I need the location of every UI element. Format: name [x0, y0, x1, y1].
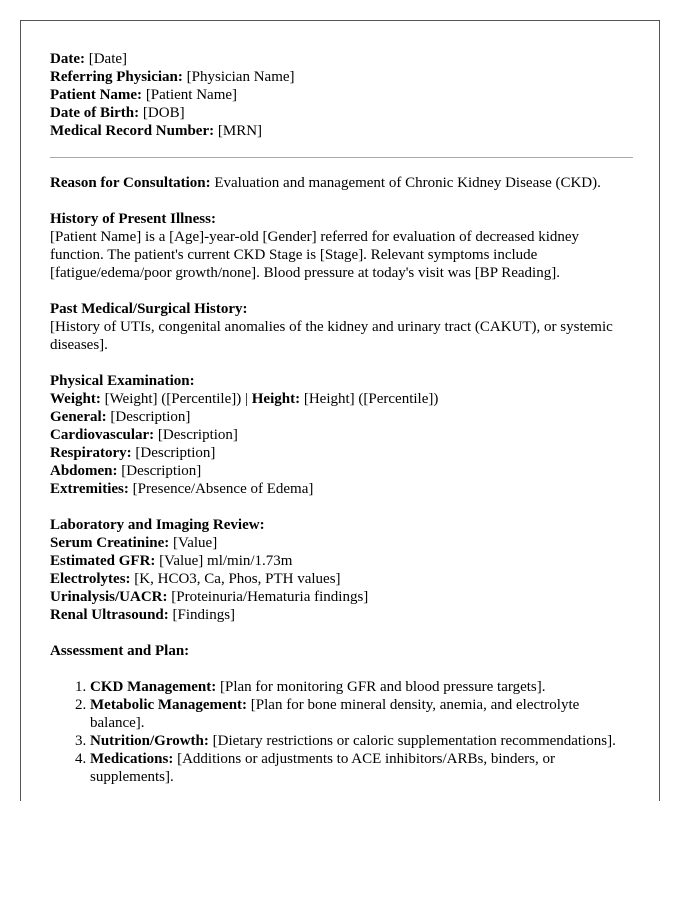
exam-section [50, 372, 633, 498]
patient-name-line [50, 86, 633, 104]
pmh-title: Past Medical/Surgical History: [50, 301, 248, 317]
extremities-line [50, 480, 633, 498]
referring-physician-line [50, 68, 633, 86]
cardiovascular-line [50, 426, 633, 444]
reason-paragraph [50, 174, 633, 192]
labs-title: Laboratory and Imaging Review: [50, 517, 265, 533]
egfr-label: Estimated GFR: [50, 553, 156, 569]
creatinine-value: [Value] [173, 535, 218, 551]
ultrasound-line [50, 606, 633, 624]
mrn-value: [MRN] [217, 123, 263, 139]
creatinine-label: Serum Creatinine: [50, 535, 170, 551]
plan-item-text: [Additions or adjustments to ACE inhibitors/ARBs, binders, or supplements]. [90, 751, 555, 785]
plan-item-label: Nutrition/Growth: [90, 733, 209, 749]
header-block [50, 50, 633, 140]
plan-item-text: [Plan for monitoring GFR and blood pressure targets]. [219, 679, 546, 695]
hpi-title: History of Present Illness: [50, 211, 216, 227]
plan-item-label: Medications: [90, 751, 174, 767]
reason-text: Evaluation and management of Chronic Kidney Disease (CKD). [214, 175, 601, 191]
extremities-label: Extremities: [50, 481, 129, 497]
ultrasound-value: [Findings] [172, 607, 236, 623]
pmh-section [50, 300, 633, 354]
height-label: Height: [251, 391, 301, 407]
height-value: [Height] ([Percentile]) [303, 391, 439, 407]
hpi-section [50, 210, 633, 282]
electrolytes-line [50, 570, 633, 588]
plan-list [50, 678, 633, 786]
cardiovascular-label: Cardiovascular: [50, 427, 155, 443]
respiratory-label: Respiratory: [50, 445, 132, 461]
patient-name-value: [Patient Name] [145, 87, 238, 103]
general-line [50, 408, 633, 426]
urinalysis-value: [Proteinuria/Hematuria findings] [171, 589, 369, 605]
hpi-text: [Patient Name] is a [Age]-year-old [Gender] referred for evaluation of decreased kidney function. The patient's current CKD Stage is [Stage]. Relevant symptoms include [fatigue/edema/poor growth/none]. Blood pressure at today's visit was [BP Reading]. [50, 229, 580, 281]
plan-item-text: [Dietary restrictions or caloric supplementation recommendations]. [212, 733, 616, 749]
abdomen-line [50, 462, 633, 480]
abdomen-value: [Description] [121, 463, 202, 479]
mrn-line [50, 122, 633, 140]
reason-section [50, 174, 633, 192]
plan-item-nutrition-growth [90, 732, 633, 750]
abdomen-label: Abdomen: [50, 463, 118, 479]
cardiovascular-value: [Description] [157, 427, 238, 443]
respiratory-line [50, 444, 633, 462]
plan-item-text: [Plan for bone mineral density, anemia, and electrolyte balance]. [90, 697, 580, 731]
weight-label: Weight: [50, 391, 101, 407]
plan-item-ckd-management [90, 678, 633, 696]
dob-label: Date of Birth: [50, 105, 140, 121]
dob-value: [DOB] [142, 105, 185, 121]
reason-label: Reason for Consultation: [50, 175, 211, 191]
general-label: General: [50, 409, 107, 425]
document-content [50, 50, 633, 786]
ultrasound-label: Renal Ultrasound: [50, 607, 169, 623]
general-value: [Description] [110, 409, 191, 425]
egfr-value: [Value] ml/min/1.73m [159, 553, 293, 569]
electrolytes-label: Electrolytes: [50, 571, 131, 587]
electrolytes-value: [K, HCO3, Ca, Phos, PTH values] [134, 571, 341, 587]
creatinine-line [50, 534, 633, 552]
referring-physician-label: Referring Physician: [50, 69, 183, 85]
weight-value: [Weight] ([Percentile]) | [104, 391, 248, 407]
plan-item-metabolic-management [90, 696, 633, 732]
dob-line [50, 104, 633, 122]
date-value: [Date] [88, 51, 128, 67]
plan-item-label: Metabolic Management: [90, 697, 248, 713]
date-label: Date: [50, 51, 85, 67]
plan-section [50, 642, 633, 786]
urinalysis-line [50, 588, 633, 606]
header-divider [50, 157, 633, 158]
mrn-label: Medical Record Number: [50, 123, 215, 139]
document-page [20, 20, 660, 801]
plan-item-medications [90, 750, 633, 786]
referring-physician-value: [Physician Name] [186, 69, 295, 85]
patient-name-label: Patient Name: [50, 87, 143, 103]
date-line [50, 50, 633, 68]
labs-section [50, 516, 633, 624]
respiratory-value: [Description] [135, 445, 216, 461]
plan-item-label: CKD Management: [90, 679, 217, 695]
weight-height-line [50, 390, 633, 408]
extremities-value: [Presence/Absence of Edema] [132, 481, 314, 497]
pmh-text: [History of UTIs, congenital anomalies of the kidney and urinary tract (CAKUT), or systemic diseases]. [50, 319, 613, 353]
urinalysis-label: Urinalysis/UACR: [50, 589, 168, 605]
exam-title: Physical Examination: [50, 373, 195, 389]
egfr-line [50, 552, 633, 570]
plan-title: Assessment and Plan: [50, 643, 190, 659]
